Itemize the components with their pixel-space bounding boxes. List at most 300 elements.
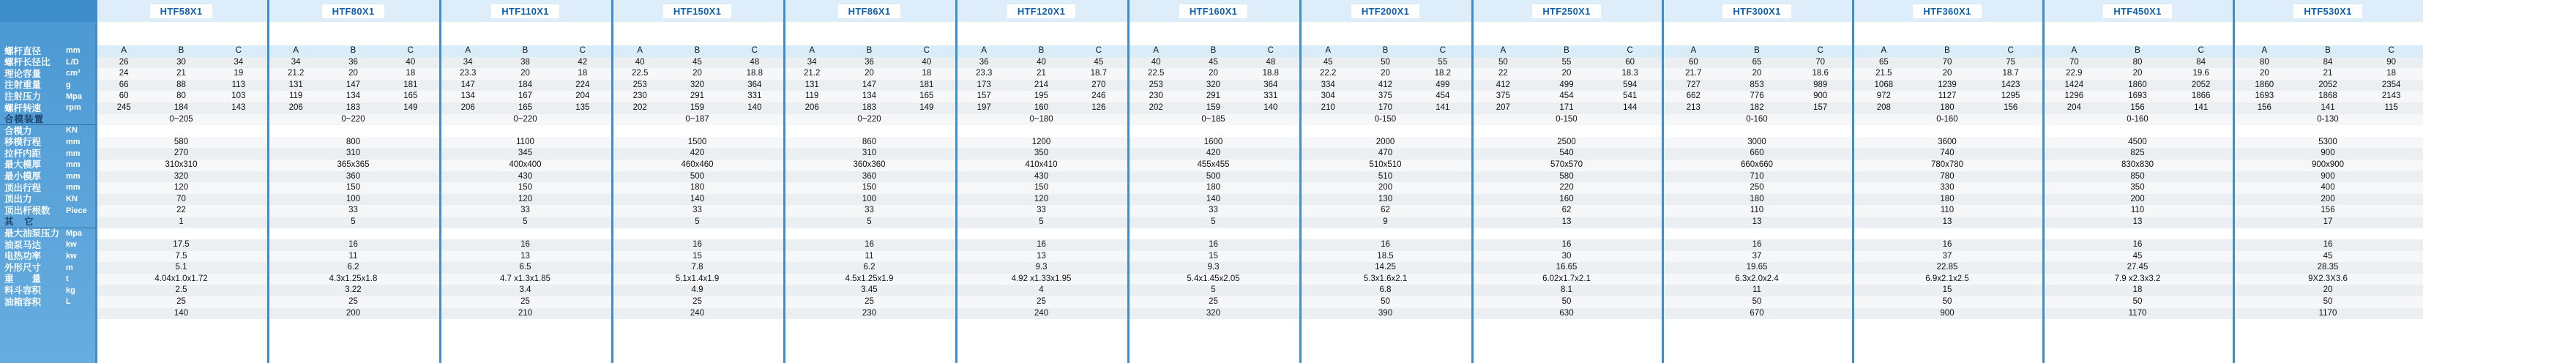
data-cell: 253 [1149, 80, 1163, 89]
row-label-unit: L/D [66, 57, 79, 67]
data-cell-merged: 1600 [1203, 137, 1223, 146]
data-cell-merged: 13 [2132, 217, 2143, 226]
data-cell-merged: 200 [2130, 194, 2145, 203]
model-data-rows [1662, 57, 1852, 320]
data-cell-merged: 5.1x1.4x1.9 [675, 274, 720, 283]
data-cell-merged: 120 [518, 194, 533, 203]
data-cell-merged: 580 [173, 137, 189, 146]
data-cell: 1693 [2255, 91, 2274, 101]
variant-header-a: A [1690, 46, 1697, 55]
data-cell: 375 [1496, 91, 1510, 101]
row-label-text: 油箱容积 [4, 296, 42, 307]
data-cell: 202 [632, 102, 647, 112]
section-spacer-row [2233, 228, 2423, 240]
data-row [2042, 148, 2233, 160]
data-cell: 20 [2259, 69, 2269, 78]
row-label-unit: mm [66, 149, 81, 158]
data-row [1662, 239, 1852, 251]
data-row [955, 171, 1127, 183]
data-row [95, 160, 267, 171]
data-row [1852, 285, 2042, 296]
data-cell: 21.2 [803, 69, 821, 78]
row-label-text: 移模行程 [4, 137, 42, 148]
data-cell: 159 [1206, 102, 1221, 112]
data-cell: 134 [862, 91, 877, 101]
data-cell: 1423 [2001, 80, 2020, 89]
data-cell-merged: 0-160 [2127, 114, 2148, 124]
data-cell-merged: 45 [2132, 251, 2143, 261]
model-name-label[interactable]: HTF360X1 [1913, 4, 1981, 18]
data-cell: 60 [119, 91, 129, 101]
data-cell: 1295 [2001, 91, 2020, 101]
data-row [611, 148, 783, 160]
model-name-label[interactable]: HTF200X1 [1351, 4, 1419, 18]
model-title-band [1852, 0, 2042, 22]
model-name-label[interactable]: HTF86X1 [838, 4, 901, 18]
data-cell-merged: 150 [346, 183, 361, 192]
row-label-unit: mm [66, 183, 81, 192]
data-row [611, 57, 783, 69]
column-divider [439, 0, 441, 363]
data-cell: 144 [1623, 102, 1638, 112]
data-cell: 70 [1815, 57, 1826, 67]
data-cell: 1860 [2255, 80, 2274, 89]
data-cell-merged: 150 [1034, 183, 1049, 192]
data-cell: 140 [747, 102, 762, 112]
section-spacer-row [1662, 228, 1852, 240]
variant-header-b: B [178, 46, 184, 55]
data-row [1852, 148, 2042, 160]
data-cell-merged: 13 [520, 251, 530, 261]
data-row [95, 80, 267, 91]
data-row [95, 91, 267, 102]
data-cell: 1239 [1938, 80, 1957, 89]
data-cell-merged: 110 [1940, 206, 1955, 215]
data-row [267, 308, 439, 320]
variant-header-row [1471, 45, 1662, 57]
data-cell-merged: 16.65 [1556, 263, 1578, 272]
data-cell: 214 [1034, 80, 1049, 89]
data-row [1299, 80, 1471, 91]
model-name-label[interactable]: HTF530X1 [2293, 4, 2362, 18]
data-cell-merged: 0~205 [169, 114, 193, 124]
data-cell-merged: 180 [690, 183, 705, 192]
data-cell-merged: 33 [1037, 206, 1046, 215]
row-label-unit: L [66, 297, 71, 307]
data-row [439, 137, 611, 149]
data-cell-merged: 270 [173, 149, 189, 158]
model-name-label[interactable]: HTF300X1 [1722, 4, 1791, 18]
data-cell: 147 [862, 80, 877, 89]
data-row [955, 57, 1127, 69]
data-cell-merged: 5.1 [175, 263, 187, 272]
data-cell: 156 [2004, 102, 2018, 112]
data-row [1299, 251, 1471, 263]
data-cell: 65 [1752, 57, 1762, 67]
data-cell-merged: 2500 [1557, 137, 1576, 146]
model-title-band [611, 0, 783, 22]
section-spacer-row [1127, 125, 1299, 137]
data-row [95, 102, 267, 114]
data-row [955, 102, 1127, 114]
data-cell: 900 [1813, 91, 1828, 101]
variant-header-a: A [809, 46, 815, 55]
data-cell-merged: 430 [518, 171, 533, 181]
data-row [1471, 262, 1662, 274]
data-cell: 499 [1436, 80, 1450, 89]
model-column-gap [2233, 22, 2423, 45]
section-spacer-row [611, 125, 783, 137]
data-cell: 156 [2130, 102, 2145, 112]
model-title-band [1471, 0, 1662, 22]
model-data-rows [2042, 57, 2233, 320]
data-row [2233, 308, 2423, 320]
data-cell: 20 [348, 69, 358, 78]
variant-header-a: A [2071, 46, 2077, 55]
data-cell: 727 [1686, 80, 1700, 89]
data-row [611, 194, 783, 206]
data-row [783, 308, 955, 320]
data-row [2233, 171, 2423, 183]
column-divider [1852, 0, 1854, 363]
data-row [2042, 102, 2233, 114]
data-cell: 167 [518, 91, 533, 101]
data-row [267, 285, 439, 296]
data-row [1662, 296, 1852, 308]
model-name-label[interactable]: HTF80X1 [322, 4, 385, 18]
model-name-label[interactable]: HTF120X1 [1007, 4, 1075, 18]
data-row [1852, 182, 2042, 194]
label-panel-subheader-gap [0, 22, 95, 45]
variant-header-row [1662, 45, 1852, 57]
data-row [1299, 194, 1471, 206]
data-cell: 181 [403, 80, 418, 89]
data-cell: 972 [1876, 91, 1891, 101]
data-cell-merged: 350 [2130, 183, 2145, 192]
data-row [1662, 160, 1852, 171]
row-label-unit: KN [66, 195, 78, 204]
data-cell: 115 [2384, 102, 2398, 112]
data-row [95, 262, 267, 274]
data-row [611, 171, 783, 183]
data-row [95, 194, 267, 206]
data-cell: 143 [231, 102, 246, 112]
data-row [1127, 194, 1299, 206]
model-data-rows [1127, 57, 1299, 320]
row-label-text: 最小模厚 [4, 171, 42, 182]
section-spacer-row [783, 125, 955, 137]
data-cell: 36 [979, 57, 989, 67]
data-cell: 34 [807, 57, 817, 67]
data-row [1662, 262, 1852, 274]
row-label [0, 102, 95, 114]
data-row [1471, 205, 1662, 217]
data-row [1471, 114, 1662, 126]
data-cell-merged: 0-150 [1556, 114, 1578, 124]
variant-header-c: C [1095, 46, 1102, 55]
data-row [2233, 102, 2423, 114]
data-row [1662, 68, 1852, 80]
data-row [1852, 239, 2042, 251]
model-name-label[interactable]: HTF250X1 [1532, 4, 1600, 18]
data-row [1299, 262, 1471, 274]
data-row [955, 217, 1127, 228]
row-label [0, 125, 95, 137]
data-row [1299, 285, 1471, 296]
data-row [783, 80, 955, 91]
data-row [2233, 262, 2423, 274]
data-row [783, 57, 955, 69]
data-cell-merged: 2.5 [175, 285, 187, 295]
data-cell: 331 [747, 91, 762, 101]
data-cell-merged: 150 [518, 183, 533, 192]
data-row [1127, 171, 1299, 183]
data-cell: 21.7 [1685, 69, 1702, 78]
data-row [2042, 114, 2233, 126]
data-row [2233, 137, 2423, 149]
data-cell-merged: 8.1 [1561, 285, 1572, 295]
data-row [1127, 148, 1299, 160]
data-cell-merged: 6.02x1.7x2.1 [1542, 274, 1591, 283]
data-row [1662, 148, 1852, 160]
data-row [1662, 285, 1852, 296]
model-name-label[interactable]: HTF160X1 [1179, 4, 1247, 18]
model-column [2042, 0, 2233, 363]
data-cell-merged: 230 [862, 308, 877, 318]
row-label [0, 182, 95, 194]
data-cell-merged: 4.7 x1.3x1.85 [499, 274, 551, 283]
data-cell-merged: 5.4x1.45x2.05 [1187, 274, 1240, 283]
section-spacer-row [95, 228, 267, 240]
model-column [1127, 0, 1299, 363]
row-label [0, 160, 95, 171]
data-cell: 853 [1750, 80, 1764, 89]
model-name-label[interactable]: HTF110X1 [491, 4, 559, 18]
data-cell-merged: 5 [1039, 217, 1044, 226]
data-cell: 184 [518, 80, 533, 89]
data-cell: 165 [518, 102, 533, 112]
row-label-unit: KN [66, 126, 78, 135]
data-cell-merged: 825 [2130, 149, 2145, 158]
data-row [439, 285, 611, 296]
data-cell-merged: 570x570 [1550, 160, 1583, 169]
model-column-gap [439, 22, 611, 45]
data-cell-merged: 320 [1206, 308, 1221, 318]
model-title-band [1127, 0, 1299, 22]
data-row [95, 57, 267, 69]
model-name-label[interactable]: HTF450X1 [2103, 4, 2171, 18]
data-cell: 36 [865, 57, 874, 67]
data-row [1471, 80, 1662, 91]
variant-header-a: A [1500, 46, 1507, 55]
data-cell: 197 [977, 102, 991, 112]
model-column [1471, 0, 1662, 363]
variant-header-row [95, 45, 267, 57]
data-cell-merged: 800 [346, 137, 361, 146]
data-cell-merged: 0~180 [1029, 114, 1053, 124]
data-row [1127, 68, 1299, 80]
model-column [1299, 0, 1471, 363]
section-spacer-row [1471, 228, 1662, 240]
data-row [611, 182, 783, 194]
model-data-rows [1852, 57, 2042, 320]
model-name-label[interactable]: HTF150X1 [663, 4, 731, 18]
model-column-gap [1662, 22, 1852, 45]
data-cell-merged: 0~187 [685, 114, 709, 124]
data-cell-merged: 1170 [2128, 308, 2147, 318]
row-label-unit: g [66, 81, 71, 90]
data-row [267, 182, 439, 194]
row-label-text: 合模力 [4, 125, 32, 136]
column-divider [1471, 0, 1474, 363]
data-cell: 45 [692, 57, 702, 67]
data-cell-merged: 50 [2132, 297, 2143, 307]
variant-header-a: A [1881, 46, 1887, 55]
data-row [1299, 160, 1471, 171]
data-row [783, 194, 955, 206]
data-row [955, 68, 1127, 80]
data-row [267, 148, 439, 160]
data-row [267, 171, 439, 183]
row-label-text: 螺杆转速 [4, 102, 42, 113]
model-name-label[interactable]: HTF58X1 [150, 4, 213, 18]
data-cell: 40 [922, 57, 932, 67]
data-row [783, 102, 955, 114]
data-row [1471, 57, 1662, 69]
data-cell: 34 [234, 57, 244, 67]
data-cell-merged: 780 [1940, 171, 1955, 181]
data-row [611, 274, 783, 285]
data-cell: 206 [288, 102, 303, 112]
data-row [439, 194, 611, 206]
variant-header-c: C [1817, 46, 1823, 55]
data-cell-merged: 15 [1209, 251, 1218, 261]
data-row [1127, 137, 1299, 149]
data-row [1299, 137, 1471, 149]
data-cell-merged: 16 [692, 240, 702, 250]
row-label [0, 228, 95, 240]
data-row [1852, 205, 2042, 217]
data-cell-merged: 4.92 x1.33x1.95 [1011, 274, 1072, 283]
section-spacer-row [2042, 125, 2233, 137]
variant-header-b: B [522, 46, 529, 55]
data-cell: 22.5 [1147, 69, 1165, 78]
row-label [0, 171, 95, 183]
data-row [611, 80, 783, 91]
data-row [955, 80, 1127, 91]
data-cell: 36 [348, 57, 358, 67]
data-cell: 131 [804, 80, 819, 89]
data-row [611, 217, 783, 228]
data-row [1127, 251, 1299, 263]
data-row [1662, 308, 1852, 320]
data-cell: 90 [2386, 57, 2397, 67]
data-row [2233, 217, 2423, 228]
data-cell: 18 [578, 69, 588, 78]
data-cell-merged: 310x310 [165, 160, 198, 169]
data-row [955, 160, 1127, 171]
data-cell: 21 [1037, 69, 1046, 78]
row-label-unit: rpm [66, 103, 81, 113]
data-row [439, 182, 611, 194]
data-cell: 206 [460, 102, 475, 112]
data-row [2042, 262, 2233, 274]
data-cell: 149 [403, 102, 418, 112]
label-panel-header-band [0, 0, 95, 22]
data-cell: 18.8 [1262, 69, 1280, 78]
data-row [439, 308, 611, 320]
data-row [2233, 239, 2423, 251]
data-cell-merged: 1500 [687, 137, 707, 146]
variant-header-c: C [579, 46, 586, 55]
row-label [0, 274, 95, 285]
data-row [1471, 308, 1662, 320]
row-label [0, 45, 95, 57]
data-row [2233, 182, 2423, 194]
data-row [1127, 239, 1299, 251]
data-row [95, 308, 267, 320]
data-row [439, 239, 611, 251]
data-cell: 40 [406, 57, 416, 67]
data-cell: 21 [2323, 69, 2333, 78]
model-column [783, 0, 955, 363]
variant-header-a: A [981, 46, 987, 55]
data-cell: 45 [1323, 57, 1333, 67]
data-cell: 34 [463, 57, 473, 67]
data-row [267, 102, 439, 114]
data-row [95, 285, 267, 296]
data-cell: 1693 [2128, 91, 2147, 101]
data-row [2233, 160, 2423, 171]
data-cell-merged: 220 [1559, 183, 1574, 192]
row-label-text: 理论容量 [4, 68, 42, 79]
data-row [1471, 182, 1662, 194]
model-column-gap [1299, 22, 1471, 45]
row-label-section [0, 217, 95, 228]
data-cell: 1424 [2064, 80, 2084, 89]
data-row [783, 182, 955, 194]
row-label-unit: m [66, 263, 73, 272]
data-cell: 204 [2067, 102, 2081, 112]
variant-header-a: A [637, 46, 643, 55]
data-cell: 165 [919, 91, 934, 101]
data-row [2042, 239, 2233, 251]
model-column-gap [1852, 22, 2042, 45]
data-cell: 119 [804, 91, 819, 101]
data-cell: 19.6 [2192, 69, 2209, 78]
data-row [783, 262, 955, 274]
data-cell: 541 [1623, 91, 1638, 101]
data-cell-merged: 180 [1940, 194, 1955, 203]
data-row [1127, 91, 1299, 102]
data-row [611, 205, 783, 217]
data-row [955, 251, 1127, 263]
data-cell-merged: 500 [690, 171, 705, 181]
data-cell-merged: 310 [346, 149, 361, 158]
variant-header-c: C [407, 46, 414, 55]
data-row [95, 114, 267, 126]
column-divider [1662, 0, 1664, 363]
model-column-gap [2042, 22, 2233, 45]
data-row [439, 102, 611, 114]
row-label [0, 148, 95, 160]
row-label-text: 最大油泵压力 [4, 228, 60, 239]
data-cell-merged: 430 [1034, 171, 1049, 181]
data-row [1471, 217, 1662, 228]
data-cell-merged: 50 [1942, 297, 1952, 307]
data-row [1299, 102, 1471, 114]
data-row [1127, 308, 1299, 320]
